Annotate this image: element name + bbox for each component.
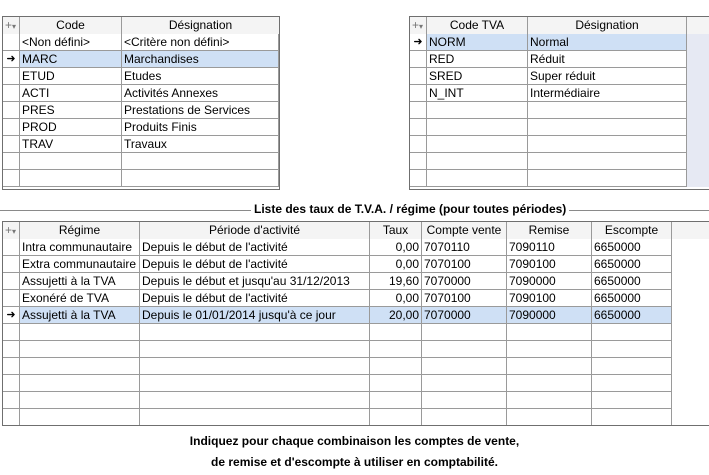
periode-cell[interactable]: Depuis le début et jusqu'au 31/12/2013 bbox=[140, 273, 370, 290]
row-indicator bbox=[410, 51, 427, 68]
row-indicator bbox=[410, 136, 427, 153]
row-indicator bbox=[3, 102, 20, 119]
row-indicator bbox=[3, 34, 20, 51]
vat-rate-row[interactable] bbox=[3, 239, 709, 256]
vat-code-cell[interactable] bbox=[427, 102, 528, 119]
remise-cell[interactable] bbox=[507, 324, 592, 341]
family-row[interactable] bbox=[3, 51, 279, 68]
taux-cell[interactable] bbox=[370, 358, 422, 375]
vat-rate-row[interactable] bbox=[3, 273, 709, 290]
family-table-header bbox=[3, 17, 279, 35]
remise-cell[interactable] bbox=[507, 409, 592, 426]
empty-row[interactable] bbox=[3, 358, 709, 375]
empty-row[interactable] bbox=[3, 375, 709, 392]
compte-vente-cell[interactable] bbox=[422, 392, 507, 409]
designation-cell[interactable]: Etudes bbox=[122, 68, 279, 85]
filler-cell[interactable] bbox=[687, 136, 709, 153]
column-header-taux[interactable]: Taux bbox=[370, 222, 422, 239]
taux-cell[interactable] bbox=[370, 392, 422, 409]
column-header-compte-vente[interactable]: Compte vente bbox=[422, 222, 507, 239]
vat-code-row[interactable] bbox=[410, 51, 709, 68]
taux-cell[interactable] bbox=[370, 409, 422, 426]
row-indicator bbox=[3, 375, 20, 392]
filler-cell[interactable] bbox=[687, 170, 709, 187]
designation-cell[interactable]: Prestations de Services bbox=[122, 102, 279, 119]
empty-row[interactable] bbox=[410, 102, 709, 119]
instruction-line-1: Indiquez pour chaque combinaison les comptes de vente, bbox=[189, 434, 520, 448]
filler-cell[interactable] bbox=[687, 119, 709, 136]
periode-cell[interactable]: Depuis le début de l'activité bbox=[140, 239, 370, 256]
code-cell[interactable]: ACTI bbox=[20, 85, 122, 102]
designation-cell[interactable]: Marchandises bbox=[122, 51, 279, 68]
designation-cell[interactable] bbox=[122, 153, 279, 170]
code-cell[interactable] bbox=[20, 153, 122, 170]
row-indicator bbox=[3, 68, 20, 85]
family-row[interactable] bbox=[3, 119, 279, 136]
family-row[interactable] bbox=[3, 68, 279, 85]
escompte-cell[interactable]: 6650000 bbox=[592, 307, 672, 324]
column-header-code[interactable]: Code bbox=[20, 17, 122, 34]
current-row-arrow-icon: ➜ bbox=[410, 34, 427, 51]
current-row-arrow-icon: ➜ bbox=[3, 51, 20, 68]
family-row[interactable] bbox=[3, 136, 279, 153]
designation-cell[interactable]: Normal bbox=[528, 34, 687, 51]
regime-cell[interactable]: Extra communautaire bbox=[20, 256, 140, 273]
escompte-cell[interactable] bbox=[592, 324, 672, 341]
vat-code-row[interactable] bbox=[410, 85, 709, 102]
vat-code-cell[interactable] bbox=[427, 119, 528, 136]
add-row-icon[interactable]: +▾ bbox=[410, 17, 427, 34]
filler-cell[interactable] bbox=[687, 51, 709, 68]
row-indicator bbox=[410, 119, 427, 136]
periode-cell[interactable]: Depuis le 01/01/2014 jusqu'à ce jour bbox=[140, 307, 370, 324]
remise-cell[interactable] bbox=[507, 341, 592, 358]
empty-row[interactable] bbox=[3, 324, 709, 341]
filler-cell[interactable] bbox=[672, 341, 709, 358]
remise-cell[interactable] bbox=[507, 358, 592, 375]
designation-cell[interactable]: Produits Finis bbox=[122, 119, 279, 136]
filler-cell[interactable] bbox=[687, 68, 709, 85]
regime-cell[interactable] bbox=[20, 409, 140, 426]
designation-cell[interactable] bbox=[528, 153, 687, 170]
vat-code-table-header bbox=[410, 17, 709, 35]
compte-vente-cell[interactable]: 7070100 bbox=[422, 256, 507, 273]
row-indicator bbox=[3, 85, 20, 102]
column-header-designation[interactable]: Désignation bbox=[168, 18, 233, 32]
regime-cell[interactable]: Assujetti à la TVA bbox=[20, 273, 140, 290]
escompte-cell[interactable] bbox=[592, 409, 672, 426]
designation-cell[interactable]: Intermédiaire bbox=[528, 85, 687, 102]
row-indicator bbox=[3, 136, 20, 153]
vat-rates-table[interactable] bbox=[2, 221, 709, 426]
column-header-remise[interactable]: Remise bbox=[507, 222, 592, 239]
vat-code-cell[interactable] bbox=[427, 136, 528, 153]
empty-row[interactable] bbox=[3, 170, 279, 187]
regime-cell[interactable]: Exonéré de TVA bbox=[20, 290, 140, 307]
row-indicator bbox=[410, 68, 427, 85]
empty-row[interactable] bbox=[3, 341, 709, 358]
empty-row[interactable] bbox=[410, 153, 709, 170]
filler-cell[interactable] bbox=[672, 392, 709, 409]
vat-rates-table-header bbox=[3, 222, 709, 240]
empty-row[interactable] bbox=[410, 136, 709, 153]
header-filler bbox=[672, 222, 709, 239]
vat-code-cell[interactable]: SRED bbox=[427, 68, 528, 85]
compte-vente-cell[interactable] bbox=[422, 324, 507, 341]
code-cell[interactable]: <Non défini> bbox=[20, 34, 122, 51]
row-indicator bbox=[3, 341, 20, 358]
compte-vente-cell[interactable]: 7070000 bbox=[422, 273, 507, 290]
vat-code-cell[interactable] bbox=[427, 170, 528, 187]
row-indicator bbox=[410, 102, 427, 119]
column-header-regime[interactable]: Régime bbox=[20, 222, 140, 239]
filler-cell[interactable] bbox=[672, 273, 709, 290]
remise-cell[interactable]: 7090100 bbox=[507, 290, 592, 307]
filler-cell[interactable] bbox=[672, 324, 709, 341]
header-filler bbox=[687, 17, 709, 34]
empty-row[interactable] bbox=[410, 170, 709, 187]
row-indicator bbox=[410, 170, 427, 187]
row-indicator bbox=[3, 358, 20, 375]
filler-cell[interactable] bbox=[672, 256, 709, 273]
row-indicator bbox=[3, 170, 20, 187]
empty-row[interactable] bbox=[3, 392, 709, 409]
column-header-designation[interactable]: Désignation bbox=[528, 17, 687, 34]
escompte-cell[interactable] bbox=[592, 341, 672, 358]
vat-code-cell[interactable]: NORM bbox=[427, 34, 528, 51]
filler-cell[interactable] bbox=[672, 358, 709, 375]
code-cell[interactable] bbox=[20, 170, 122, 187]
remise-cell[interactable]: 7090100 bbox=[507, 256, 592, 273]
empty-row[interactable] bbox=[410, 119, 709, 136]
regime-cell[interactable]: Assujetti à la TVA bbox=[20, 307, 140, 324]
filler-cell[interactable] bbox=[672, 409, 709, 426]
periode-cell[interactable] bbox=[140, 324, 370, 341]
vat-code-cell[interactable] bbox=[427, 153, 528, 170]
vat-code-cell[interactable]: RED bbox=[427, 51, 528, 68]
row-indicator bbox=[3, 324, 20, 341]
escompte-cell[interactable] bbox=[592, 358, 672, 375]
periode-cell[interactable]: Depuis le début de l'activité bbox=[140, 256, 370, 273]
instruction-line-2: de remise et d'escompte à utiliser en comptabilité. bbox=[211, 455, 498, 469]
remise-cell[interactable] bbox=[507, 375, 592, 392]
taux-cell[interactable]: 0,00 bbox=[370, 290, 422, 307]
filler-cell[interactable] bbox=[687, 85, 709, 102]
periode-cell[interactable] bbox=[140, 409, 370, 426]
designation-cell[interactable] bbox=[122, 170, 279, 187]
periode-cell[interactable] bbox=[140, 358, 370, 375]
escompte-cell[interactable]: 6650000 bbox=[592, 256, 672, 273]
code-cell[interactable]: PROD bbox=[20, 119, 122, 136]
row-indicator bbox=[3, 273, 20, 290]
filler-cell[interactable] bbox=[687, 153, 709, 170]
family-row[interactable] bbox=[3, 34, 279, 51]
remise-cell[interactable]: 7090000 bbox=[507, 307, 592, 324]
empty-row[interactable] bbox=[3, 153, 279, 170]
designation-cell[interactable]: Super réduit bbox=[528, 68, 687, 85]
column-header-code-tva[interactable]: Code TVA bbox=[427, 17, 528, 34]
family-table[interactable] bbox=[2, 16, 280, 190]
row-indicator bbox=[3, 409, 20, 426]
section-title: Liste des taux de T.V.A. / régime (pour toutes périodes) bbox=[251, 202, 569, 216]
taux-cell[interactable]: 0,00 bbox=[370, 239, 422, 256]
remise-cell[interactable]: 7090000 bbox=[507, 273, 592, 290]
remise-cell[interactable]: 7090110 bbox=[507, 239, 592, 256]
filler-cell[interactable] bbox=[687, 102, 709, 119]
taux-cell[interactable] bbox=[370, 375, 422, 392]
escompte-cell[interactable]: 6650000 bbox=[592, 273, 672, 290]
code-cell[interactable]: MARC bbox=[20, 51, 122, 68]
family-row[interactable] bbox=[3, 85, 279, 102]
regime-cell[interactable]: Intra communautaire bbox=[20, 239, 140, 256]
regime-cell[interactable] bbox=[20, 375, 140, 392]
vat-rate-row[interactable] bbox=[3, 307, 709, 324]
code-cell[interactable]: PRES bbox=[20, 102, 122, 119]
designation-cell[interactable] bbox=[528, 170, 687, 187]
vat-code-row[interactable] bbox=[410, 68, 709, 85]
add-row-icon[interactable]: +▾ bbox=[3, 222, 20, 239]
designation-cell[interactable] bbox=[528, 102, 687, 119]
designation-cell[interactable]: <Critère non défini> bbox=[122, 34, 279, 51]
row-indicator bbox=[3, 290, 20, 307]
compte-vente-cell[interactable]: 7070110 bbox=[422, 239, 507, 256]
taux-cell[interactable]: 0,00 bbox=[370, 256, 422, 273]
code-cell[interactable]: TRAV bbox=[20, 136, 122, 153]
periode-cell[interactable]: Depuis le début de l'activité bbox=[140, 290, 370, 307]
column-header-periode[interactable]: Période d'activité bbox=[140, 222, 370, 239]
row-indicator bbox=[410, 153, 427, 170]
escompte-cell[interactable]: 6650000 bbox=[592, 290, 672, 307]
vat-rate-row[interactable] bbox=[3, 256, 709, 273]
compte-vente-cell[interactable] bbox=[422, 375, 507, 392]
taux-cell[interactable] bbox=[370, 324, 422, 341]
designation-cell[interactable]: Activités Annexes bbox=[122, 85, 279, 102]
filler-cell[interactable] bbox=[687, 34, 709, 51]
designation-cell[interactable] bbox=[528, 119, 687, 136]
current-row-arrow-icon: ➜ bbox=[3, 307, 20, 324]
taux-cell[interactable] bbox=[370, 341, 422, 358]
code-cell[interactable]: ETUD bbox=[20, 68, 122, 85]
taux-cell[interactable]: 20,00 bbox=[370, 307, 422, 324]
designation-cell[interactable]: Travaux bbox=[122, 136, 279, 153]
compte-vente-cell[interactable] bbox=[422, 358, 507, 375]
filler-cell[interactable] bbox=[672, 239, 709, 256]
escompte-cell[interactable]: 6650000 bbox=[592, 239, 672, 256]
taux-cell[interactable]: 19,60 bbox=[370, 273, 422, 290]
compte-vente-cell[interactable] bbox=[422, 409, 507, 426]
compte-vente-cell[interactable] bbox=[422, 341, 507, 358]
designation-cell[interactable]: Réduit bbox=[528, 51, 687, 68]
escompte-cell[interactable] bbox=[592, 392, 672, 409]
row-indicator bbox=[3, 153, 20, 170]
compte-vente-cell[interactable]: 7070100 bbox=[422, 290, 507, 307]
filler-cell[interactable] bbox=[672, 375, 709, 392]
vat-rate-row[interactable] bbox=[3, 290, 709, 307]
column-header-escompte[interactable]: Escompte bbox=[592, 222, 672, 239]
designation-cell[interactable] bbox=[528, 136, 687, 153]
regime-cell[interactable] bbox=[20, 324, 140, 341]
remise-cell[interactable] bbox=[507, 392, 592, 409]
empty-row[interactable] bbox=[3, 409, 709, 426]
vat-code-row[interactable] bbox=[410, 34, 709, 51]
regime-cell[interactable] bbox=[20, 341, 140, 358]
add-row-icon[interactable]: +▾ bbox=[3, 17, 20, 34]
vat-code-table[interactable] bbox=[409, 16, 709, 190]
periode-cell[interactable] bbox=[140, 392, 370, 409]
periode-cell[interactable] bbox=[140, 341, 370, 358]
regime-cell[interactable] bbox=[20, 392, 140, 409]
vat-code-cell[interactable]: N_INT bbox=[427, 85, 528, 102]
row-indicator bbox=[3, 239, 20, 256]
family-row[interactable] bbox=[3, 102, 279, 119]
compte-vente-cell[interactable]: 7070000 bbox=[422, 307, 507, 324]
row-indicator bbox=[3, 119, 20, 136]
row-indicator bbox=[3, 392, 20, 409]
regime-cell[interactable] bbox=[20, 358, 140, 375]
escompte-cell[interactable] bbox=[592, 375, 672, 392]
periode-cell[interactable] bbox=[140, 375, 370, 392]
row-indicator bbox=[410, 85, 427, 102]
filler-cell[interactable] bbox=[672, 290, 709, 307]
row-indicator bbox=[3, 256, 20, 273]
filler-cell[interactable] bbox=[672, 307, 709, 324]
